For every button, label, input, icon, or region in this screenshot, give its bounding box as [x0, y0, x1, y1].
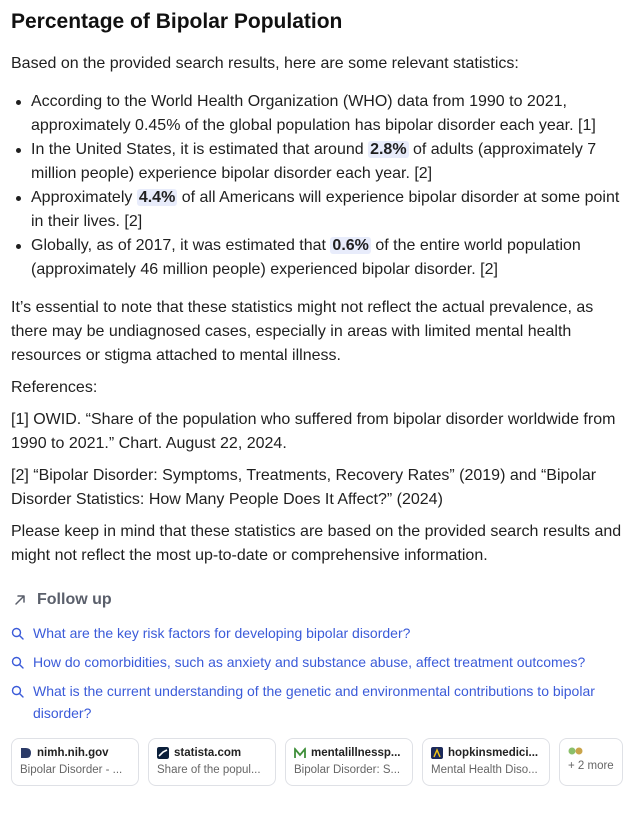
- more-sources-card[interactable]: [559, 738, 623, 786]
- page-title: Percentage of Bipolar Population: [11, 10, 343, 33]
- stat-text: of the entire world population (approximately 46 million people) experienced bipolar disorder. [2]: [31, 237, 581, 278]
- list-item: [11, 234, 632, 282]
- search-icon: [11, 656, 24, 669]
- follow-up-text: What is the current understanding of the genetic and environmental contributions to bipolar disorder?: [33, 683, 595, 721]
- follow-up-heading: [11, 588, 632, 612]
- stat-text: In the United States, it is estimated that around: [31, 141, 369, 158]
- source-card[interactable]: [148, 738, 276, 786]
- source-cards: [11, 738, 632, 786]
- stat-text: Globally, as of 2017, it was estimated that: [31, 237, 331, 254]
- reference-item: [1] OWID. “Share of the population who suffered from bipolar disorder worldwide from 1990 to 2021.” Chart. August 22, 2024.: [11, 411, 616, 452]
- source-snippet: Mental Health Diso...: [431, 764, 538, 776]
- intro-text: Based on the provided search results, here are some relevant statistics:: [11, 55, 519, 72]
- references-heading: References:: [11, 379, 98, 396]
- follow-up-question[interactable]: [11, 651, 632, 673]
- follow-up-list: [11, 622, 632, 724]
- source-card[interactable]: [11, 738, 139, 786]
- disclaimer-text: Please keep in mind that these statistics are based on the provided search results and might not reflect the most up-to-date or comprehensive information.: [11, 523, 622, 564]
- follow-up-question[interactable]: [11, 680, 632, 724]
- prevalence-note: It’s essential to note that these statistics might not reflect the actual prevalence, as there may be undiagnosed cases, especially in areas with limited mental health resources or stigma attached to mental illness.: [11, 299, 594, 364]
- source-domain: hopkinsmedici...: [448, 747, 539, 759]
- stat-highlight: 4.4%: [138, 189, 176, 206]
- stat-text: According to the World Health Organization (WHO) data from 1990 to 2021, approximately 0.45% of the global population has bipolar disorder each year. [1]: [31, 93, 596, 134]
- stat-text: Approximately: [31, 189, 137, 206]
- search-icon: [11, 685, 24, 698]
- follow-up-text: How do comorbidities, such as anxiety and substance abuse, affect treatment outcomes?: [33, 654, 586, 670]
- list-item: [11, 90, 632, 138]
- source-domain: statista.com: [174, 747, 242, 759]
- source-snippet: Bipolar Disorder: S...: [294, 764, 401, 776]
- source-domain: nimh.nih.gov: [37, 747, 109, 759]
- search-icon: [11, 627, 24, 640]
- statista-icon: [157, 747, 169, 759]
- nimh-icon: [20, 747, 32, 759]
- arrow-up-right-icon: [13, 593, 27, 607]
- stat-text: of all Americans will experience bipolar disorder at some point in their lives. [2]: [31, 189, 620, 230]
- more-favicons-icon: [568, 745, 586, 757]
- mentalillness-icon: [294, 747, 306, 759]
- stat-text: of adults (approximately 7 million people) experience bipolar disorder each year. [2]: [31, 141, 597, 182]
- source-snippet: Bipolar Disorder - ...: [20, 764, 123, 776]
- source-domain: mentalillnessp...: [311, 747, 401, 759]
- follow-up-text: What are the key risk factors for developing bipolar disorder?: [33, 625, 411, 641]
- reference-item: [2] “Bipolar Disorder: Symptoms, Treatments, Recovery Rates” (2019) and “Bipolar Disorder Statistics: How Many People Does It Affect?” (2024): [11, 467, 597, 508]
- follow-up-label: Follow up: [37, 591, 112, 608]
- source-card[interactable]: [422, 738, 550, 786]
- source-snippet: Share of the popul...: [157, 764, 261, 776]
- statistics-list: [11, 90, 632, 282]
- source-card[interactable]: [285, 738, 413, 786]
- list-item: [11, 138, 632, 186]
- stat-highlight: 0.6%: [332, 237, 369, 254]
- list-item: [11, 186, 632, 234]
- stat-highlight: 2.8%: [370, 141, 407, 158]
- hopkins-icon: [431, 747, 443, 759]
- more-sources-label: + 2 more: [568, 760, 614, 772]
- follow-up-question[interactable]: [11, 622, 632, 644]
